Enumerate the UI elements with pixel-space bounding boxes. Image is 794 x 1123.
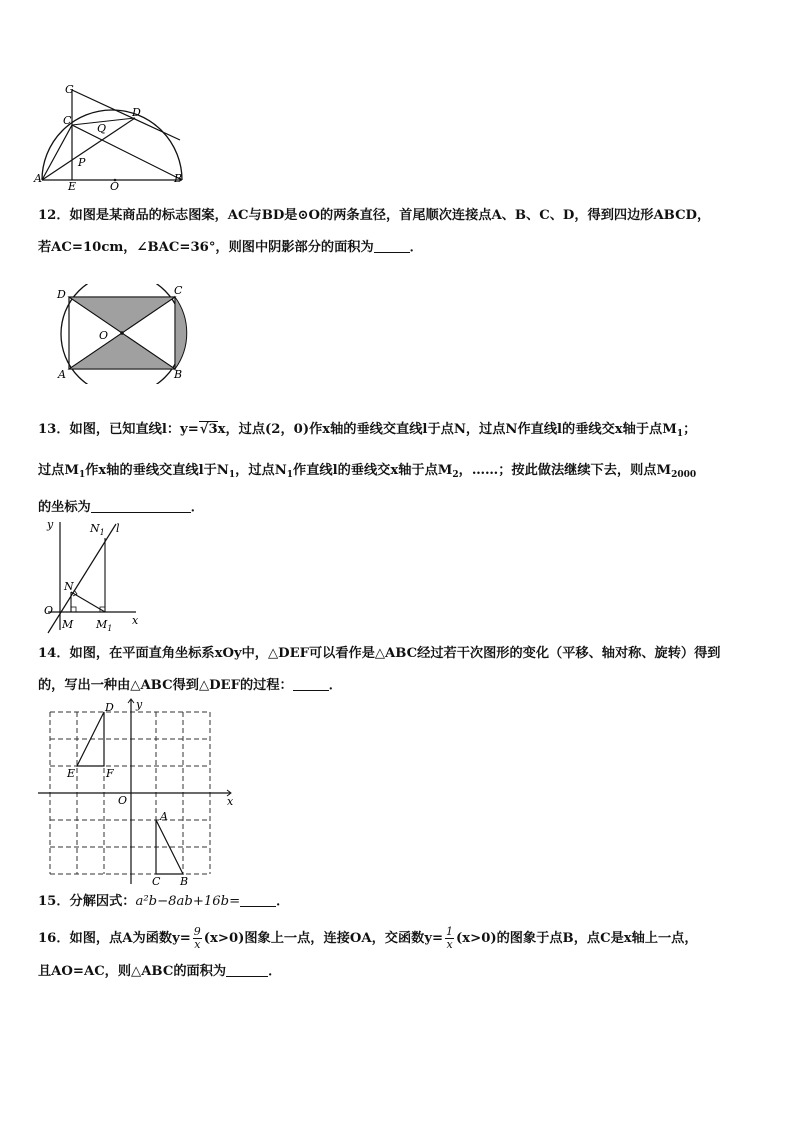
label-m: M (62, 618, 74, 631)
q16-line1b: (x>0)图象上一点，连接OA，交函数y= (203, 931, 444, 946)
frac-num: 9 (193, 925, 201, 938)
q13-line1 (38, 420, 758, 444)
sub: 1 (78, 470, 86, 480)
label-x: x (132, 614, 139, 627)
question-12 (38, 206, 758, 258)
label-b: B (180, 875, 189, 888)
figure-line-perpendiculars (38, 518, 148, 636)
fraction-9-over-x (193, 926, 202, 951)
fraction-1-over-x (445, 926, 454, 951)
question-14 (38, 644, 758, 696)
label-c: C (63, 114, 72, 127)
label-o: O (118, 794, 128, 807)
label-l: l (116, 522, 120, 535)
q16-line1 (38, 922, 758, 956)
label-o: O (44, 604, 54, 617)
figure-circle-rectangle (52, 284, 192, 384)
q13-line1c: ； (683, 422, 697, 437)
question-13 (38, 420, 758, 518)
q15-expression: a²b−8ab+16b= (135, 894, 241, 909)
q16-line1a: 16．如图，点A为函数y= (38, 931, 191, 946)
label-b: B (174, 368, 183, 381)
q13-end: ． (190, 500, 204, 515)
sub: 2 (452, 470, 459, 480)
sqrt-value: 3 (208, 422, 218, 437)
q14-line2-text: 的，写出一种由△ABC得到△DEF的过程： (38, 678, 293, 693)
answer-blank[interactable] (240, 892, 276, 907)
label-n1 (89, 522, 105, 537)
q14-end: ． (328, 678, 342, 693)
q12-end: ． (409, 240, 423, 255)
label-o: O (99, 329, 109, 342)
q12-line2 (38, 238, 758, 258)
sub: 1 (228, 470, 236, 480)
q13-line1b: x，过点(2，0)作x轴的垂线交直线l于点N，过点N作直线l的垂线交x轴于点M (217, 422, 677, 437)
sqrt: √3 (199, 422, 218, 437)
label-g: G (65, 83, 74, 96)
q13-line2e: ，……；按此做法继续下去，则点M (458, 463, 672, 478)
q13-line2c: ，过点N (235, 463, 287, 478)
figure-semicircle (30, 80, 190, 192)
label-b: B (174, 172, 183, 185)
answer-blank[interactable] (226, 962, 268, 977)
q15-prefix: 15．分解因式： (38, 894, 136, 909)
label-o: O (110, 180, 120, 192)
q13-line2 (38, 461, 758, 485)
label-e: E (67, 767, 76, 780)
q12-line1: 12．如图是某商品的标志图案，AC与BD是⊙O的两条直径，首尾顺次连接点A、B、C、D，得到四边形ABCD， (38, 208, 711, 223)
answer-blank[interactable] (293, 676, 329, 691)
label-f: F (106, 767, 114, 780)
label-a: A (160, 810, 168, 823)
label-d: D (57, 288, 66, 301)
label-q: Q (97, 122, 107, 135)
frac-den: x (446, 938, 453, 951)
q13-line1a: 13．如图，已知直线l：y= (38, 422, 199, 437)
label-n1-main: N (90, 522, 100, 535)
label-a: A (58, 368, 66, 381)
sub: 1 (676, 429, 684, 439)
q16-end: ． (268, 964, 282, 979)
frac-den: x (194, 938, 201, 951)
label-m1-sub: 1 (107, 624, 113, 633)
answer-blank[interactable] (374, 238, 410, 253)
q13-line2b: 作x轴的垂线交直线l于N (85, 463, 229, 478)
q16-line2 (38, 962, 758, 982)
q13-line2a: 过点M (38, 463, 79, 478)
q14-line2 (38, 676, 758, 696)
label-y: y (47, 518, 54, 531)
q13-line3-text: 的坐标为 (38, 500, 91, 515)
label-d: D (132, 106, 141, 119)
sub: 2000 (671, 470, 697, 480)
label-a: A (34, 172, 42, 185)
label-y: y (136, 698, 143, 711)
label-m1 (95, 618, 112, 633)
sub: 1 (286, 470, 294, 480)
q12-line2-text: 若AC=10cm，∠BAC=36°，则图中阴影部分的面积为 (38, 240, 374, 255)
label-p: P (78, 156, 86, 169)
label-x: x (227, 795, 234, 808)
q16-line2-text: 且AO=AC，则△ABC的面积为 (38, 964, 227, 979)
question-16 (38, 922, 758, 982)
label-e: E (68, 180, 77, 192)
label-m1-main: M (96, 618, 108, 631)
frac-num: 1 (446, 925, 454, 938)
q15-end: ． (276, 894, 290, 909)
label-c: C (152, 875, 161, 888)
label-c: C (174, 284, 183, 297)
q14-line1: 14．如图，在平面直角坐标系xOy中，△DEF可以看作是△ABC经过若干次图形的变化（平移、轴对称、旋转）得到 (38, 646, 721, 661)
figure-grid-triangles (34, 698, 240, 888)
q13-line2d: 作直线l的垂线交x轴于点M (293, 463, 453, 478)
answer-blank[interactable] (91, 498, 191, 513)
question-15 (38, 892, 758, 912)
label-n1-sub: 1 (99, 528, 105, 537)
label-n: N (64, 580, 74, 593)
q16-line1c: (x>0)的图象于点B，点C是x轴上一点， (456, 931, 698, 946)
label-d: D (105, 701, 114, 714)
q13-line3 (38, 498, 758, 518)
